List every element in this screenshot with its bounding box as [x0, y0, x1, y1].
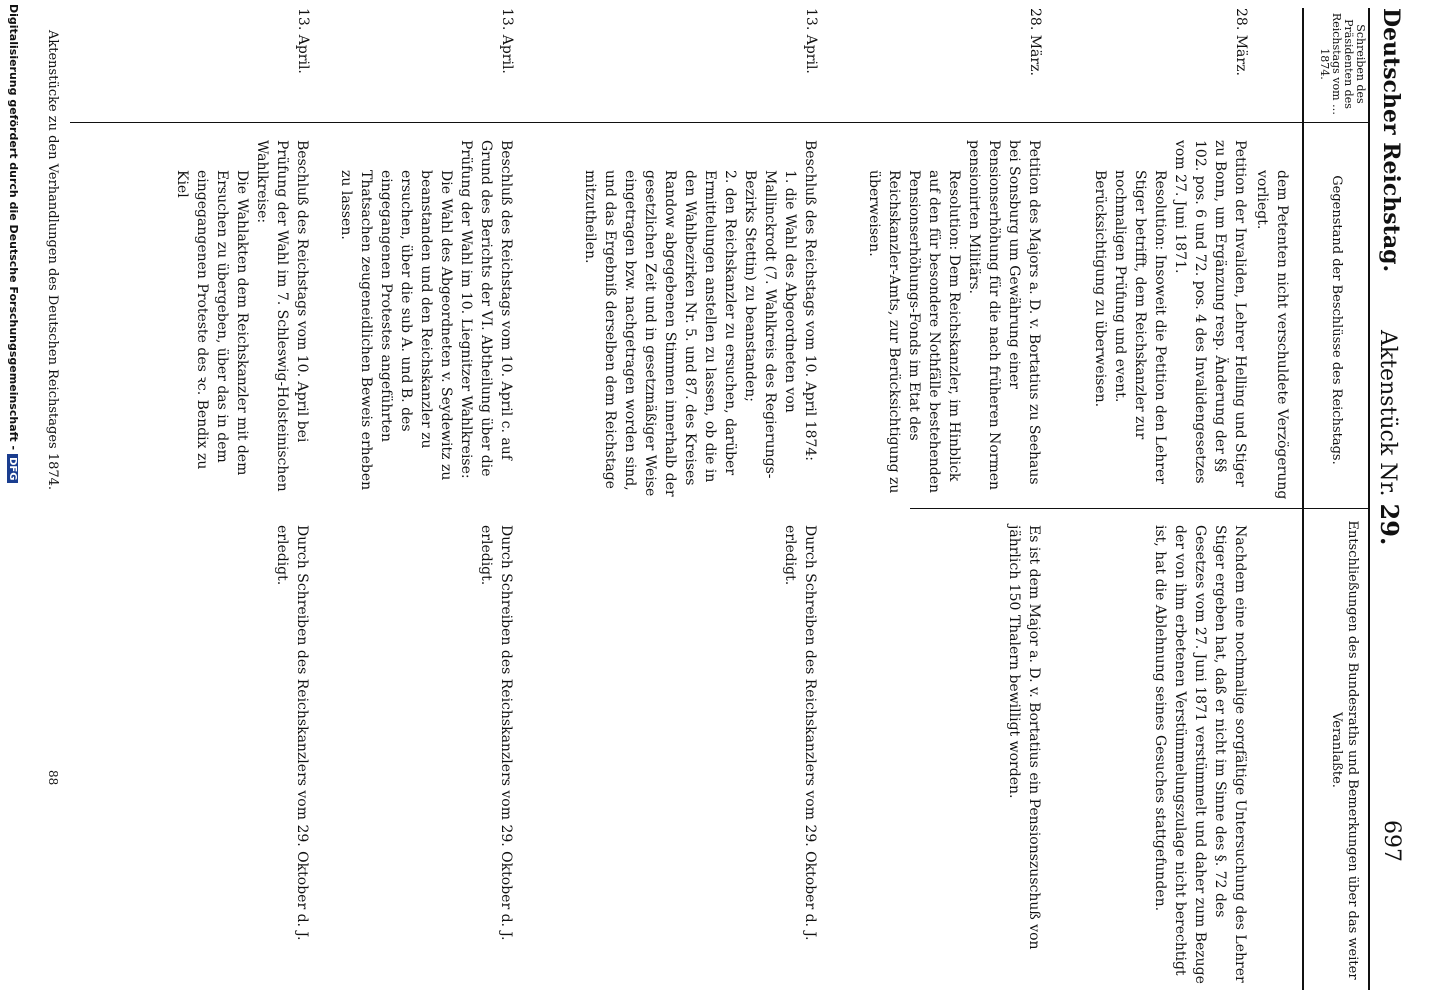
row-3-text	[580, 140, 820, 500]
row-2-date: 28. März.	[1027, 8, 1043, 76]
row-4-paragraph-1: Beschluß des Reichstags vom 10. April c. auf Grund des Berichts der VI. Abtheilung über die Prüfung der Wahl im 10. Liegnitzer Wahlkreise:	[458, 140, 514, 479]
column-divider-1	[70, 122, 1370, 123]
column-divider-2	[910, 508, 1370, 509]
row-0-text	[1252, 140, 1292, 530]
row-2-paragraph-2: Resolution: Dem Reichskanzler, im Hinblick auf den für besondere Nothfälle bestehenden Pensionserhöhungs-Fonds im Etat des Reichskanzler-Amts, zur Berücksichtigung zu überweisen.	[866, 170, 962, 494]
document-number: 29.	[1375, 503, 1404, 546]
row-0-paragraph: dem Petenten nicht verschuldete Verzögerung vorliegt.	[1254, 170, 1290, 500]
row-2-paragraph-1: Petition des Majors a. D. v. Bortatius zu Seehaus bei Sonsburg um Gewährung einer Pensionserhöhung für die nach früheren Normen pensionirten Militärs.	[966, 140, 1042, 491]
row-3-date: 13. April.	[803, 8, 819, 74]
footer-sheet-number: 88	[46, 770, 60, 786]
document-label: Aktenstück Nr.	[1375, 330, 1400, 497]
row-5-date: 13. April.	[295, 8, 311, 74]
running-header-document	[1375, 330, 1404, 545]
header-decision-column: Entschließungen des Bundesraths und Bemerkungen über das weiter Veranlaßte.	[1329, 520, 1360, 980]
row-2-note: Es ist dem Major a. D. v. Bortatius ein Pensionszuschuß von jährlich 150 Thalern bewilligt worden.	[1006, 525, 1042, 950]
row-5-paragraph-2: Die Wahlakten dem Reichskanzler mit dem Ersuchen zu übergeben, über das in dem eingegangenen Proteste des ꝛc. Bendix zu Kiel	[174, 170, 250, 476]
row-4-paragraph-2: Die Wahl des Abgeordneten v. Seydewitz zu beanstanden und den Reichskanzler zu ersuchen, über die sub A. und B. des eingegangenen Protestes angeführten Thatsachen zeugeneidlichen Beweis erheben zu lassen.	[338, 170, 454, 491]
digitization-stamp	[7, 4, 20, 483]
digitization-text: Digitalisierung gefördert durch die Deutsche Forschungsgemeinschaft -	[7, 4, 20, 451]
row-5-paragraph-1: Beschluß des Reichstags vom 10. April bei Prüfung der Wahl im 7. Schleswig-Holsteinischen Wahlkreise:	[254, 140, 310, 492]
row-1-date: 28. März.	[1233, 8, 1249, 76]
row-3-item-1: 1. die Wahl des Abgeordneten von Mallinckrodt (7. Wahlkreis des Regierungs-Bezirks Stettin) zu beanstanden;	[742, 170, 798, 479]
footer-source: Aktenstücke zu den Verhandlungen des Deutschen Reichstages 1874.	[45, 30, 60, 491]
row-4-text	[336, 140, 516, 500]
row-1-text	[1090, 140, 1250, 500]
row-4-note: Durch Schreiben des Reichskanzlers vom 29. Oktober d. J. erledigt.	[478, 525, 514, 941]
row-3-paragraph-1: Beschluß des Reichstags vom 10. April 1874:	[802, 140, 818, 462]
row-3-note: Durch Schreiben des Reichskanzlers vom 29. Oktober d. J. erledigt.	[782, 525, 818, 941]
row-3-item-2: 2. den Reichskanzler zu ersuchen, darüber Ermittelungen anstellen zu lassen, ob die in den Wahlbezirken Nr. 5. und 87. des Kreises Randow abgegebenen Stimmen innerhalb der gesetzlichen Zeit und in gesetzmäßiger Weise eingetragen bzw. nachgetragen worden sind, und das Ergebniß derselben dem Reichstage mitzutheilen.	[582, 170, 738, 497]
header-date-column: Schreiben des Präsidenten des Reichstags vom … 1874.	[1318, 12, 1367, 116]
row-5-note: Durch Schreiben des Reichskanzlers vom 29. Oktober d. J. erledigt.	[274, 525, 310, 941]
running-header-title: Deutscher Reichstag.	[1378, 8, 1404, 273]
row-4-date: 13. April.	[499, 8, 515, 74]
header-subject-column: Gegenstand der Beschlüsse des Reichstags.	[1329, 175, 1344, 465]
row-1-paragraph-1: Petition der Invaliden, Lehrer Helling und Stiger zu Bonn, um Ergänzung resp. Änderung der §§ 102. pos. 6 und 72. pos. 4 des Invalidengesetzes vom 27. Juni 1871.	[1172, 140, 1248, 487]
dfg-logo: DFG	[7, 454, 18, 483]
header-rule	[1302, 8, 1304, 990]
row-1-note: Nachdem eine nochmalige sorgfältige Untersuchung des Lehrer Stiger ergeben hat, daß er nicht im Sinne des §. 72 des Gesetzes vom 27. Juni 1871 verstümmelt und daher zum Bezuge der von ihm erbetenen Verstümmelungszulage nicht berechtigt ist, hat die Ablehnung seines Gesuches stattgefunden.	[1152, 525, 1248, 984]
row-1-paragraph-2: Resolution: Insoweit die Petition den Lehrer Stiger betrifft, dem Reichskanzler zur nochmaligen Prüfung und event. Berücksichtigung zu überweisen.	[1092, 170, 1168, 484]
row-2-text	[864, 140, 1044, 500]
row-5-text	[172, 140, 312, 500]
top-rule	[1368, 8, 1370, 990]
page-number: 697	[1379, 820, 1404, 862]
